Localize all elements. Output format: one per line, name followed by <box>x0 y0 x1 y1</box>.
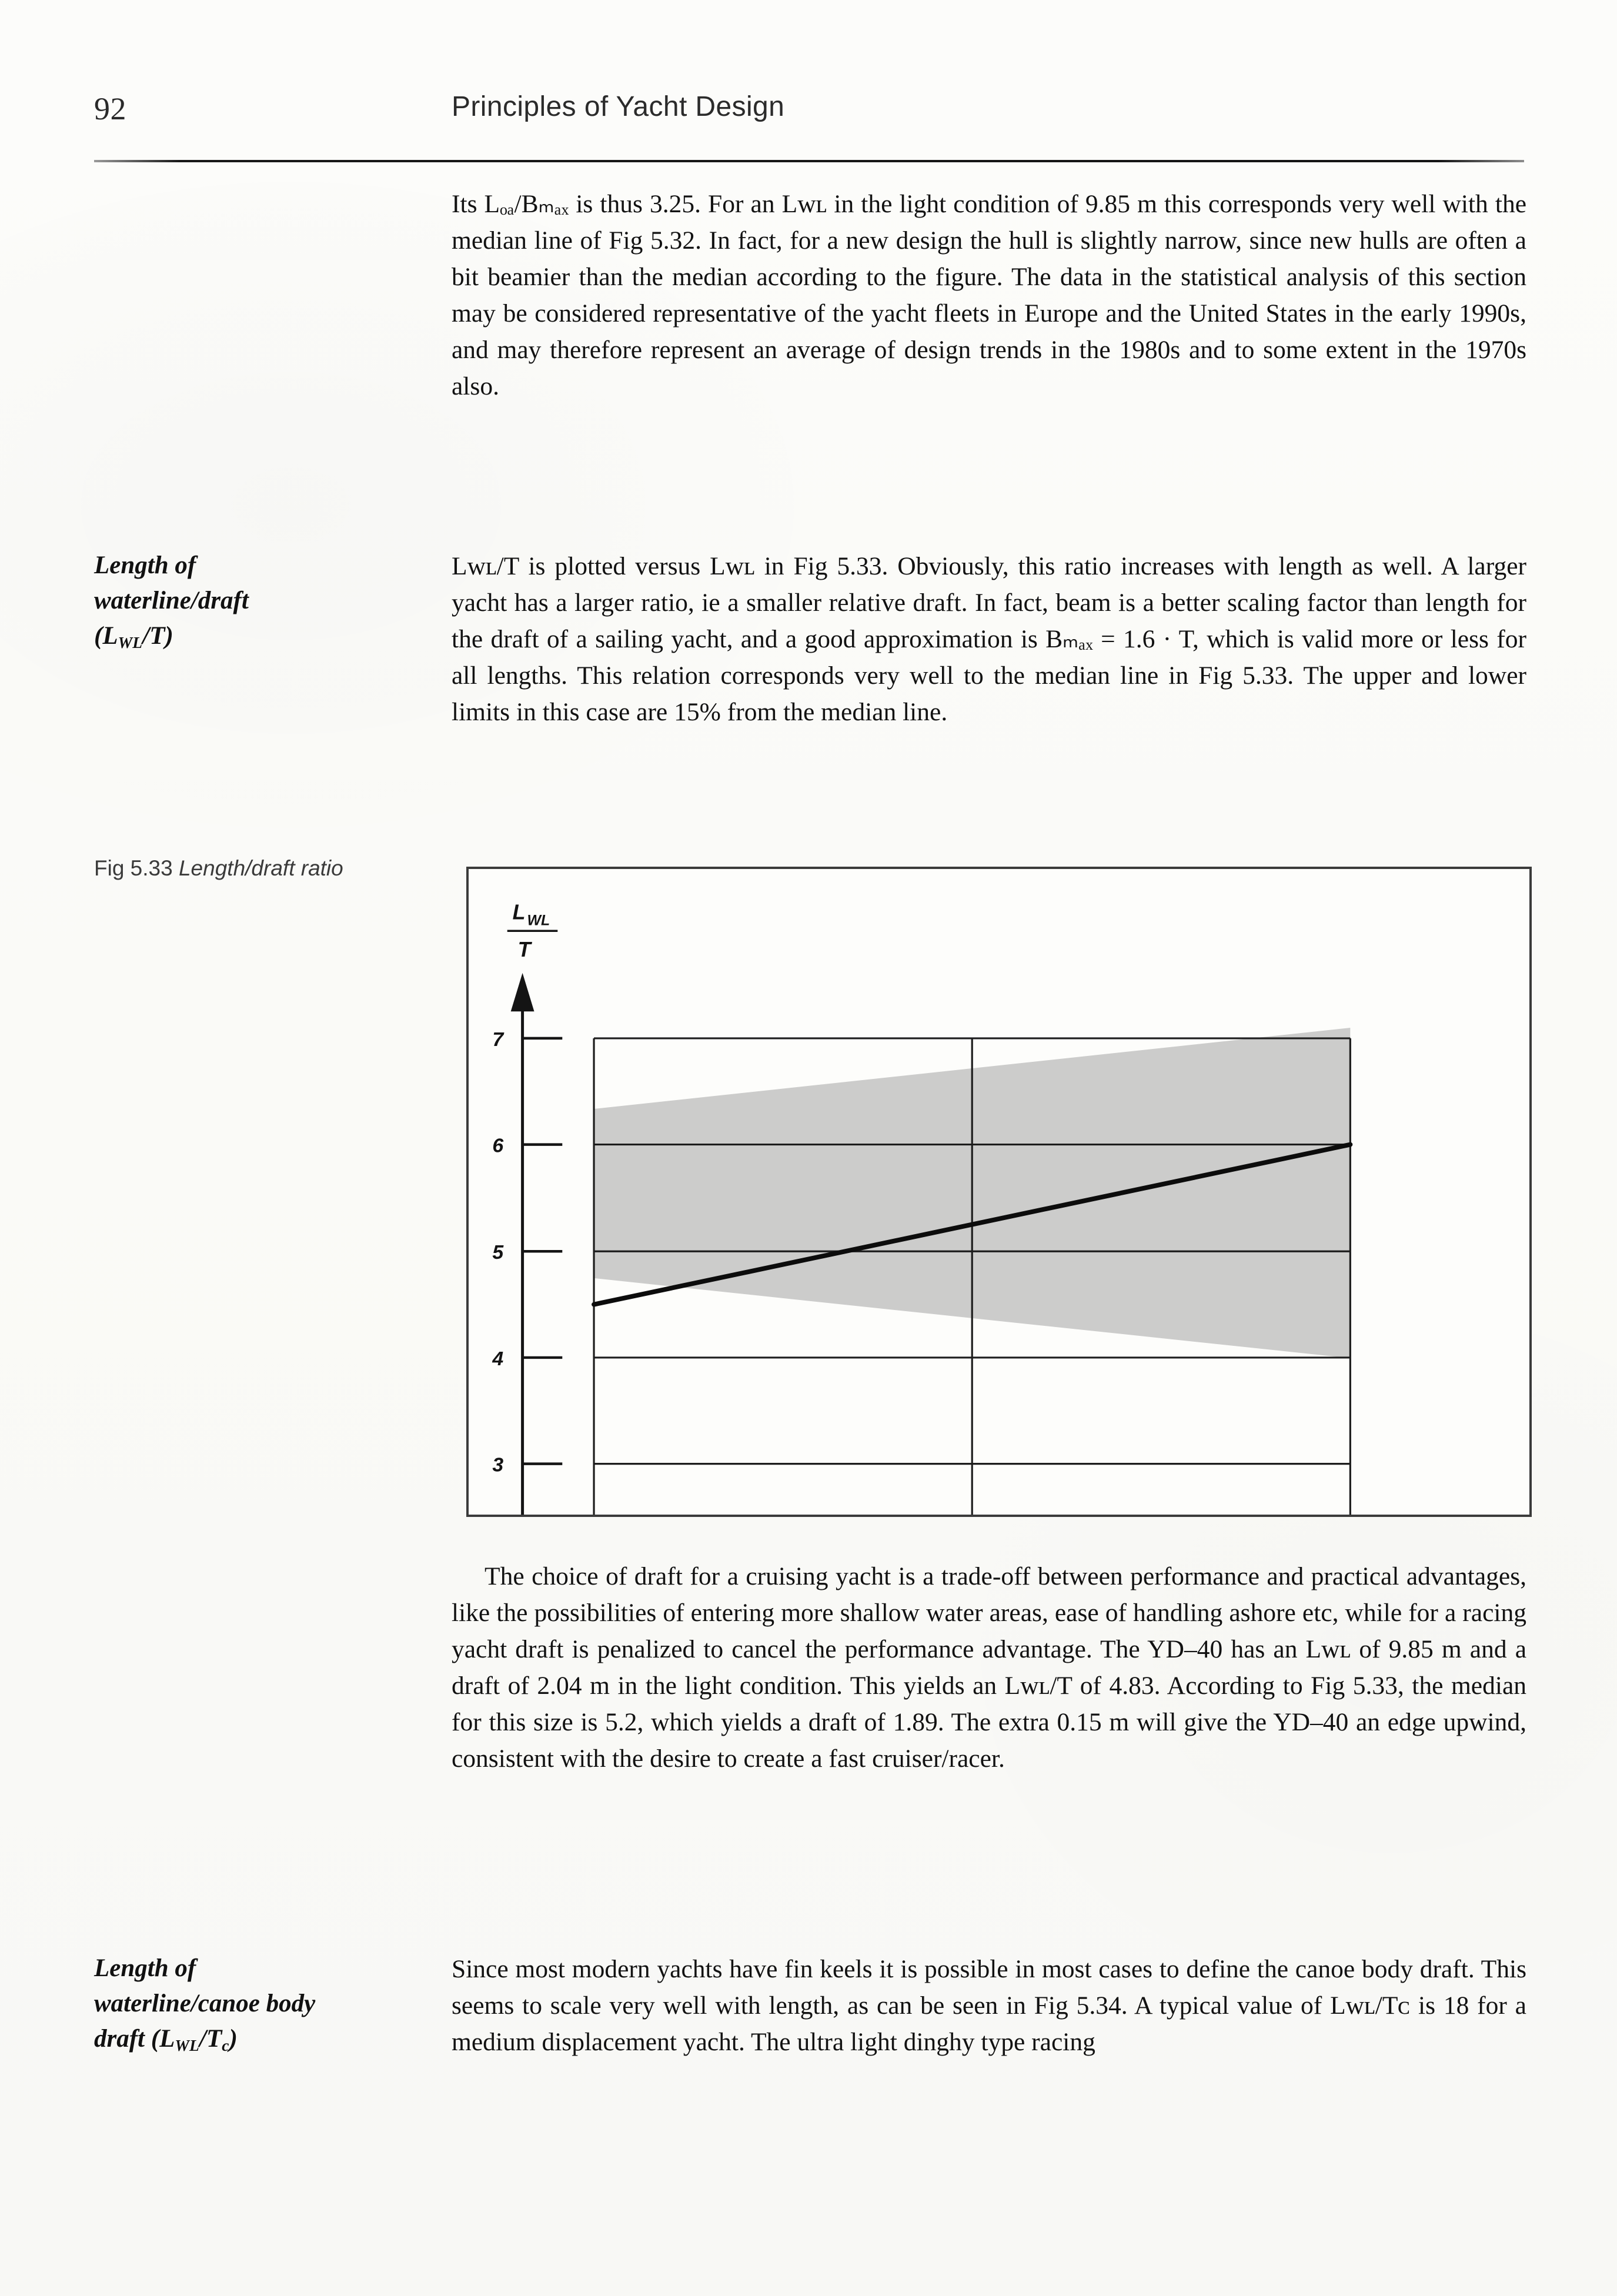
margin-note-1-subscript: WL <box>118 633 143 652</box>
margin-note-length-waterline-canoe-body-draft <box>94 1951 440 2063</box>
body-paragraph-4 <box>452 1951 1526 2060</box>
margin-note-2-subscript-c: c <box>222 2036 229 2055</box>
paragraph-3-text: The choice of draft for a cruising yacht is a trade-off between performance and practical advantages, like the possibilities of entering more shallow water areas, ease of handling ashore etc, while for a racing yacht draft is penalized to cancel the performance advantage. The YD–40 has an Lᴡʟ of 9.85 m and a draft of 2.04 m in the light condition. This yields an Lᴡʟ/T of 4.83. According to Fig 5.33, the median for this size is 5.2, which yields a draft of 1.89. The extra 0.15 m will give the YD–40 an edge upwind, consistent with the desire to create a fast cruiser/racer. <box>452 1562 1526 1773</box>
margin-note-1-close: /T) <box>142 622 173 650</box>
body-paragraph-1 <box>452 186 1526 405</box>
margin-note-1-line-3 <box>94 619 440 660</box>
y-tick-label-6: 6 <box>492 1134 504 1157</box>
paragraph-4-text: Since most modern yachts have fin keels it is possible in most cases to define the canoe body draft. This seems to scale very well with length, as can be seen in Fig 5.34. A typical value of Lᴡʟ/Tᴄ is 18 for a medium displacement yacht. The ultra light dinghy type racing <box>452 1955 1526 2056</box>
margin-note-2-close: ) <box>229 2025 238 2053</box>
paragraph-2-text: Lᴡʟ/T is plotted versus Lᴡʟ in Fig 5.33. Obviously, this ratio increases with length as well. A larger yacht has a larger ratio, ie a smaller relative draft. In fact, beam is a better scaling factor than length for the draft of a sailing yacht, and a good approximation is Bₘₐₓ = 1.6 · T, which is valid more or less for all lengths. This relation corresponds very well to the median line in Fig 5.33. The upper and lower limits in this case are 15% from the median line. <box>452 552 1526 726</box>
margin-note-1-open: (L <box>94 622 118 650</box>
y-tick-label-4: 4 <box>492 1347 504 1370</box>
y-axis-arrowhead <box>511 973 534 1012</box>
margin-note-1-line-2: waterline/draft <box>94 587 249 614</box>
margin-note-2-subscript-wl: WL <box>175 2036 200 2055</box>
figure-caption-title: Length/draft ratio <box>178 856 343 880</box>
body-paragraph-3 <box>452 1558 1526 1777</box>
margin-note-2-line-2: waterline/canoe body <box>94 1990 316 2017</box>
figure-caption-label: Fig 5.33 <box>94 856 173 880</box>
margin-note-1-line-1: Length of <box>94 552 196 579</box>
y-tick-label-3: 3 <box>492 1453 504 1476</box>
margin-note-2-line-1: Length of <box>94 1954 196 1982</box>
y-axis-label-numerator: L <box>512 900 526 924</box>
margin-note-length-waterline-draft <box>94 548 440 660</box>
margin-note-2-mid: /T <box>199 2025 222 2053</box>
running-head: Principles of Yacht Design <box>452 91 785 122</box>
paragraph-1-text: Its Lₒₐ/Bₘₐₓ is thus 3.25. For an Lᴡʟ in the light condition of 9.85 m this corresponds very well with the median line of Fig 5.32. In fact, for a new design the hull is slightly narrow, since new hulls are often a bit beamier than the median according to the figure. The data in the statistical analysis of this section may be considered representative of the yacht fleets in Europe and the United States in the early 1990s, and may therefore represent an average of design trends in the 1980s and to some extent in the 1970s also. <box>452 190 1526 400</box>
y-tick-label-5: 5 <box>492 1241 504 1264</box>
figure-5-33-length-draft-ratio-chart <box>466 867 1532 1517</box>
margin-note-2-open: draft (L <box>94 2025 175 2053</box>
y-axis-label <box>507 900 558 961</box>
y-axis-label-numerator-subscript: WL <box>527 913 550 929</box>
y-axis-label-denominator: T <box>517 937 531 961</box>
figure-caption <box>94 854 447 883</box>
body-paragraph-2 <box>452 548 1526 730</box>
page-number: 92 <box>94 91 126 126</box>
margin-note-2-line-3 <box>94 2021 440 2063</box>
y-tick-label-7: 7 <box>492 1028 504 1051</box>
chart-svg <box>469 869 1529 1515</box>
header-rule <box>94 160 1524 162</box>
